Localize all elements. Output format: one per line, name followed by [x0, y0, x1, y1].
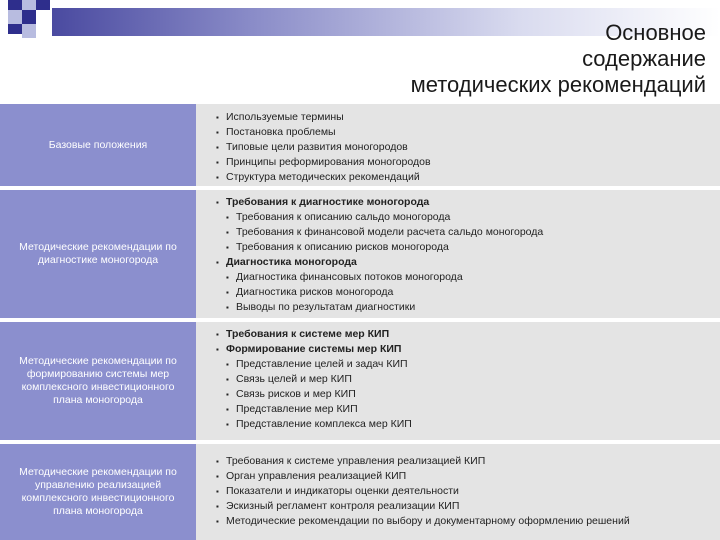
bullet-item: ▪ Используемые термины [214, 110, 720, 125]
bullet-item: ▪ Диагностика рисков моногорода [214, 285, 720, 300]
section-items [214, 104, 720, 186]
decor-square [36, 0, 50, 10]
section-row-management [0, 444, 720, 540]
bullet-item: ▪ Выводы по результатам диагностики [214, 300, 720, 315]
bullet-item: ▪ Структура методических рекомендаций [214, 170, 720, 185]
section-items [214, 444, 720, 540]
bullet-item: ▪ Эскизный регламент контроля реализации КИП [214, 499, 720, 514]
bullet-item: ▪ Связь рисков и мер КИП [214, 387, 720, 402]
section-label: Методические рекомендации по управлению реализацией комплексного инвестиционного плана моногорода [0, 444, 196, 540]
bullet-item: ▪ Требования к диагностике моногорода [214, 195, 720, 210]
bullet-item: ▪ Представление мер КИП [214, 402, 720, 417]
decor-square [8, 0, 22, 10]
bullet-item: ▪ Диагностика моногорода [214, 255, 720, 270]
title-line: Основное [605, 20, 706, 45]
section-label: Методические рекомендации по формированию системы мер комплексного инвестиционного плана моногорода [0, 322, 196, 440]
bullet-item: ▪ Требования к описанию сальдо моногорода [214, 210, 720, 225]
section-label: Методические рекомендации по диагностике моногорода [0, 190, 196, 318]
bullet-item: ▪ Показатели и индикаторы оценки деятельности [214, 484, 720, 499]
bullet-item: ▪ Представление комплекса мер КИП [214, 417, 720, 432]
section-items [214, 322, 720, 440]
section-items [214, 190, 720, 318]
bullet-item: ▪ Формирование системы мер КИП [214, 342, 720, 357]
bullet-item: ▪ Связь целей и мер КИП [214, 372, 720, 387]
title-line: методических рекомендаций [410, 72, 706, 97]
section-row-measures [0, 322, 720, 440]
bullet-item: ▪ Типовые цели развития моногородов [214, 140, 720, 155]
section-label: Базовые положения [0, 104, 196, 186]
bullet-item: ▪ Требования к системе управления реализацией КИП [214, 454, 720, 469]
section-row-diagnostics [0, 190, 720, 318]
bullet-item: ▪ Представление целей и задач КИП [214, 357, 720, 372]
decor-square [8, 24, 22, 34]
bullet-item: ▪ Принципы реформирования моногородов [214, 155, 720, 170]
bullet-item: ▪ Диагностика финансовых потоков моногорода [214, 270, 720, 285]
decor-square [22, 0, 36, 10]
bullet-item: ▪ Орган управления реализацией КИП [214, 469, 720, 484]
bullet-item: ▪ Требования к финансовой модели расчета сальдо моногорода [214, 225, 720, 240]
bullet-item: ▪ Постановка проблемы [214, 125, 720, 140]
slide-title [286, 20, 706, 98]
decor-square [22, 24, 36, 38]
bullet-item: ▪ Методические рекомендации по выбору и документарному оформлению решений [214, 514, 720, 529]
decor-square [22, 10, 36, 24]
section-row-basics [0, 104, 720, 186]
title-line: содержание [582, 46, 706, 71]
decor-square [8, 10, 22, 24]
bullet-item: ▪ Требования к описанию рисков моногорода [214, 240, 720, 255]
bullet-item: ▪ Требования к системе мер КИП [214, 327, 720, 342]
